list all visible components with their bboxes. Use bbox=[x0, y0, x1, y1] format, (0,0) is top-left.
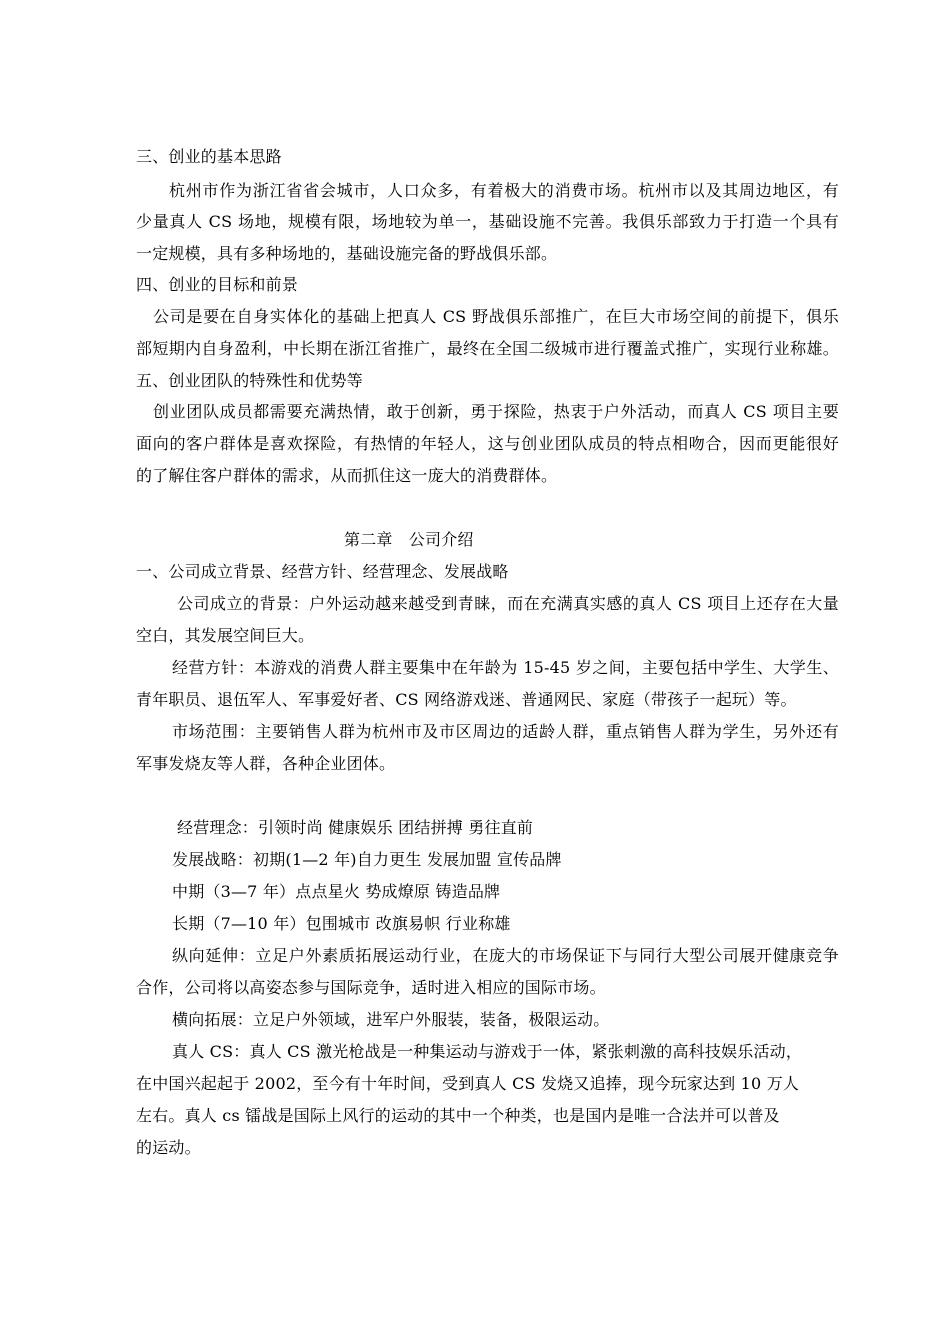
paragraph-line: 纵向延伸：立足户外素质拓展运动行业，在庞大的市场保证下与同行大型公司展开健康竞争 bbox=[172, 946, 839, 965]
paragraph-line: 青年职员、退伍军人、军事爱好者、CS 网络游戏迷、普通网民、家庭（带孩子一起玩）等。 bbox=[136, 690, 797, 709]
paragraph-line: 面向的客户群体是喜欢探险，有热情的年轻人，这与创业团队成员的特点相吻合，因而更能很好 bbox=[136, 434, 839, 453]
paragraph-line: 经营方针：本游戏的消费人群主要集中在年龄为 15-45 岁之间，主要包括中学生、大学生、 bbox=[172, 658, 839, 677]
paragraph-line: 创业团队成员都需要充满热情，敢于创新，勇于探险，热衷于户外活动，而真人 CS 项目主要 bbox=[153, 402, 839, 421]
section-heading-3: 三、创业的基本思路 bbox=[136, 147, 282, 166]
paragraph-line: 市场范围：主要销售人群为杭州市及市区周边的适龄人群，重点销售人群为学生，另外还有 bbox=[172, 722, 839, 741]
paragraph-line: 真人 CS：真人 CS 激光枪战是一种集运动与游戏于一体，紧张刺激的高科技娱乐活动， bbox=[172, 1042, 803, 1061]
paragraph-line: 公司成立的背景：户外运动越来越受到青睐，而在充满真实感的真人 CS 项目上还存在大量 bbox=[177, 594, 839, 613]
paragraph-line: 一定规模，具有多种场地的，基础设施完备的野战俱乐部。 bbox=[136, 244, 558, 263]
paragraph-line: 空白，其发展空间巨大。 bbox=[136, 626, 315, 645]
chapter-title: 第二章 公司介绍 bbox=[344, 530, 474, 549]
paragraph-line: 部短期内自身盈利，中长期在浙江省推广，最终在全国二级城市进行覆盖式推广，实现行业称雄。 bbox=[136, 339, 839, 358]
strategy-long-term: 长期（7—10 年）包围城市 改旗易帜 行业称雄 bbox=[172, 914, 511, 933]
paragraph-line: 的了解住客户群体的需求，从而抓住这一庞大的消费群体。 bbox=[136, 466, 558, 485]
strategy-mid-term: 中期（3—7 年）点点星火 势成燎原 铸造品牌 bbox=[172, 882, 501, 901]
business-concept: 经营理念：引领时尚 健康娱乐 团结拼搏 勇往直前 bbox=[177, 818, 534, 837]
section-heading: 一、公司成立背景、经营方针、经营理念、发展战略 bbox=[136, 562, 509, 581]
paragraph-line: 公司是要在自身实体化的基础上把真人 CS 野战俱乐部推广，在巨大市场空间的前提下，俱乐 bbox=[153, 307, 839, 326]
paragraph-line: 杭州市作为浙江省省会城市，人口众多，有着极大的消费市场。杭州市以及其周边地区，有 bbox=[169, 181, 839, 200]
development-strategy: 发展战略：初期(1—2 年)自力更生 发展加盟 宣传品牌 bbox=[172, 850, 562, 869]
paragraph-line: 军事发烧友等人群，各种企业团体。 bbox=[136, 754, 396, 773]
paragraph-line: 合作，公司将以高姿态参与国际竞争，适时进入相应的国际市场。 bbox=[136, 978, 606, 997]
section-heading-4: 四、创业的目标和前景 bbox=[136, 275, 299, 294]
paragraph-line: 左右。真人 cs 镭战是国际上风行的运动的其中一个种类，也是国内是唯一合法并可以普及 bbox=[136, 1106, 780, 1125]
paragraph-line: 少量真人 CS 场地，规模有限，场地较为单一，基础设施不完善。我俱乐部致力于打造一个具有 bbox=[136, 212, 839, 231]
paragraph-line: 横向拓展：立足户外领域，进军户外服装，装备，极限运动。 bbox=[172, 1010, 610, 1029]
section-heading-5: 五、创业团队的特殊性和优势等 bbox=[136, 371, 363, 390]
paragraph-line: 在中国兴起起于 2002，至今有十年时间，受到真人 CS 发烧又追捧，现今玩家达到 10 万人 bbox=[136, 1074, 800, 1093]
paragraph-line: 的运动。 bbox=[136, 1138, 201, 1157]
